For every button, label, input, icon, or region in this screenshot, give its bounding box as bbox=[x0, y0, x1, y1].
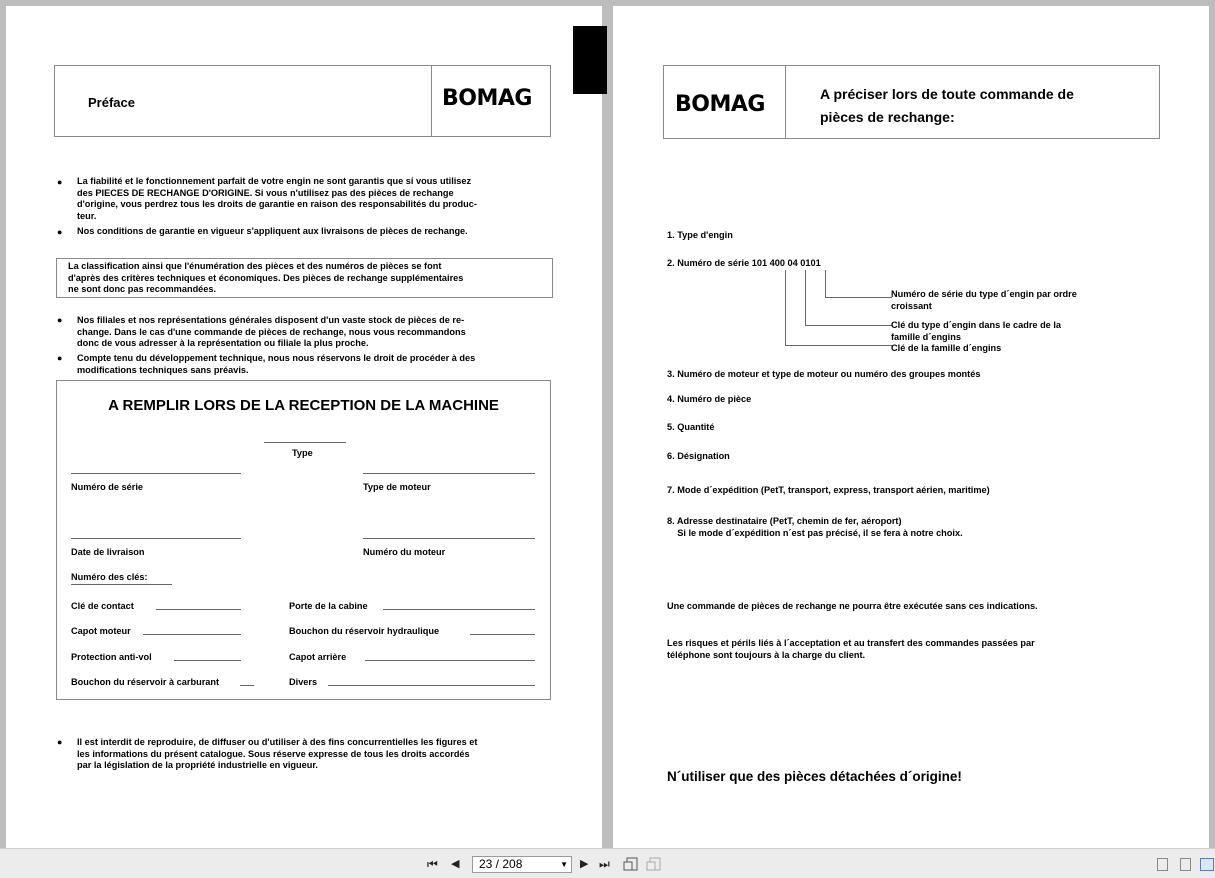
item-part-number: 4. Numéro de pièce bbox=[667, 394, 752, 404]
prev-page-button[interactable]: ◀ bbox=[451, 858, 460, 870]
engine-hood-label: Capot moteur bbox=[71, 626, 131, 636]
bullet-text: Nos conditions de garantie en vigueur s'appliquent aux livraisons de pièces de rechange. bbox=[77, 226, 468, 236]
left-page bbox=[6, 6, 602, 848]
bomag-logo: BOMAG bbox=[675, 92, 765, 117]
rear-hood-label: Capot arrière bbox=[289, 652, 347, 662]
bullet-icon: ● bbox=[57, 177, 63, 187]
bomag-logo: BOMAG bbox=[442, 86, 532, 111]
rotate-icon[interactable] bbox=[623, 857, 638, 872]
fuel-cap-label: Bouchon du réservoir à carburant bbox=[71, 677, 220, 687]
bullet-icon: ● bbox=[57, 737, 63, 747]
rear-hood-field[interactable] bbox=[365, 660, 535, 661]
page-title: A préciser lors de toute commande de pièces de rechange: bbox=[820, 86, 1074, 125]
page-indicator: 23 / 208 bbox=[479, 857, 523, 871]
page-selector[interactable] bbox=[472, 856, 572, 873]
item-serial: 2. Numéro de série 101 400 04 0101 bbox=[667, 258, 821, 268]
contact-key-field[interactable] bbox=[156, 609, 241, 610]
right-page bbox=[613, 6, 1209, 848]
hydraulic-cap-label: Bouchon du réservoir hydraulique bbox=[289, 626, 440, 636]
note-text: La classification ainsi que l'énumération des pièces et des numéros de pièces se font d'après des critères techniques et économiques. Des pièces de rechange supplémentaires ne sont donc pas recommandées. bbox=[68, 261, 464, 294]
hydraulic-cap-field[interactable] bbox=[470, 634, 535, 635]
type-label: Type bbox=[292, 448, 313, 458]
bullet-icon: ● bbox=[57, 315, 63, 325]
page-title: Préface bbox=[88, 95, 135, 110]
item-quantity: 5. Quantité bbox=[667, 422, 715, 432]
family-key-explanation: Clé de la famille d´engins bbox=[891, 343, 1002, 353]
single-page-view-icon[interactable] bbox=[1157, 858, 1168, 871]
misc-field[interactable] bbox=[328, 685, 535, 686]
serial-field[interactable] bbox=[71, 473, 241, 474]
bullet-text: Il est interdit de reproduire, de diffuser ou d'utiliser à des fins concurrentielles les figures et les informations du présent catalogue. Sous réserve expresse de tous les droits accordés par la législation de la propriété industrielle en vigueur. bbox=[77, 737, 478, 770]
engine-type-field[interactable] bbox=[363, 473, 535, 474]
serial-label: Numéro de série bbox=[71, 482, 143, 492]
section-tab-marker bbox=[573, 26, 607, 94]
footer-slogan: N´utiliser que des pièces détachées d´origine! bbox=[667, 769, 962, 784]
contact-key-label: Clé de contact bbox=[71, 601, 134, 611]
first-page-button[interactable]: ⏮ bbox=[427, 857, 438, 871]
bullet-text: La fiabilité et le fonctionnement parfait de votre engin ne sont garantis que si vous utilisez des PIECES DE RECHANGE D'ORIGINE. Si vous n'utilisez pas des pièces de rechange d'origine, vous perdrez tous les droits de garantie en raison des responsabilités du produc- teur. bbox=[77, 176, 477, 221]
next-page-button[interactable]: ▶ bbox=[580, 858, 589, 870]
delivery-date-field[interactable] bbox=[71, 538, 241, 539]
misc-label: Divers bbox=[289, 677, 318, 687]
export-icon[interactable] bbox=[646, 857, 661, 872]
keys-underline bbox=[71, 584, 172, 585]
item-type: 1. Type d'engin bbox=[667, 230, 733, 240]
bracket-line bbox=[785, 270, 892, 346]
bullet-text: Compte tenu du développement technique, nous nous réservons le droit de procéder à des modifications techniques sans préavis. bbox=[77, 353, 476, 375]
note-risks: Les risques et périls liés à l´acceptation et au transfert des commandes passées par téléphone sont toujours à la charge du client. bbox=[667, 638, 1035, 660]
item-designation: 6. Désignation bbox=[667, 451, 730, 461]
continuous-view-icon[interactable] bbox=[1180, 858, 1191, 871]
item-address: 8. Adresse destinataire (PetT, chemin de fer, aéroport) Si le mode d´expédition n´est pas précisé, il se fera à notre choix. bbox=[667, 516, 963, 538]
cab-door-label: Porte de la cabine bbox=[289, 601, 368, 611]
item-engine: 3. Numéro de moteur et type de moteur ou numéro des groupes montés bbox=[667, 369, 981, 379]
keys-title: Numéro des clés: bbox=[71, 572, 148, 582]
serial-explanation: Numéro de série du type d´engin par ordre croissant bbox=[891, 289, 1077, 311]
form-title: A REMPLIR LORS DE LA RECEPTION DE LA MACHINE bbox=[108, 397, 499, 414]
item-shipping: 7. Mode d´expédition (PetT, transport, express, transport aérien, maritime) bbox=[667, 485, 990, 495]
bullet-icon: ● bbox=[57, 353, 63, 363]
type-field[interactable] bbox=[264, 442, 346, 443]
note-required: Une commande de pièces de rechange ne pourra être exécutée sans ces indications. bbox=[667, 601, 1038, 611]
engine-number-label: Numéro du moteur bbox=[363, 547, 446, 557]
type-key-explanation: Clé du type d´engin dans le cadre de la famille d´engins bbox=[891, 320, 1062, 342]
delivery-date-label: Date de livraison bbox=[71, 547, 145, 557]
chevron-down-icon: ▼ bbox=[560, 860, 568, 869]
bullet-icon: ● bbox=[57, 227, 63, 237]
engine-hood-field[interactable] bbox=[143, 634, 241, 635]
cab-door-field[interactable] bbox=[383, 609, 535, 610]
bullet-text: Nos filiales et nos représentations générales disposent d'un vaste stock de pièces de re- change. Dans le cas d'une commande de pièces de rechange, nous vous recommandons donc de vous adresser à la représentation ou filiale la plus proche. bbox=[77, 315, 466, 348]
engine-number-field[interactable] bbox=[363, 538, 535, 539]
two-page-view-icon[interactable] bbox=[1200, 858, 1214, 871]
fuel-cap-field[interactable] bbox=[240, 685, 254, 686]
anti-theft-label: Protection anti-vol bbox=[71, 652, 152, 662]
last-page-button[interactable]: ⏭ bbox=[599, 857, 610, 871]
engine-type-label: Type de moteur bbox=[363, 482, 431, 492]
anti-theft-field[interactable] bbox=[174, 660, 241, 661]
